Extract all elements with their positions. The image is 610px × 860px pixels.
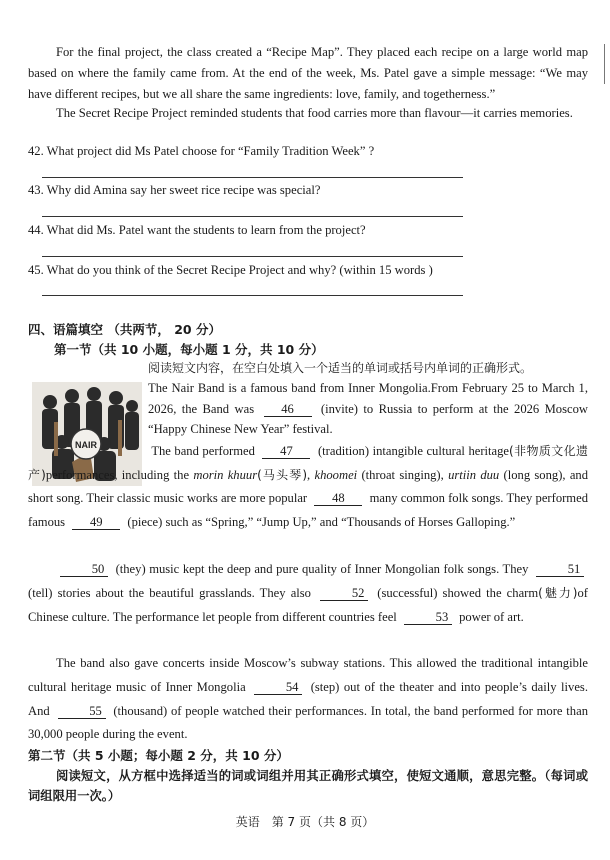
margin-rule bbox=[604, 44, 605, 84]
part2-instruction: 阅读短文，从方框中选择适当的词或词组并用其正确形式填空，使短文通顺，意思完整。（每词或词组限用一次。） bbox=[28, 769, 588, 803]
part1-instruction: 阅读短文内容，在空白处填入一个适当的单词或括号内单词的正确形式。 bbox=[148, 361, 533, 375]
answer-line-43[interactable] bbox=[42, 216, 463, 217]
cloze-paragraph-1: The Nair Band is a famous band from Inner Mongolia.From February 25 to March 1, 2026, the Band was 46 (invite) to Russia to perform at the 2026 Moscow “Happy Chinese New Year” festival. bbox=[148, 381, 588, 436]
answer-line-44[interactable] bbox=[42, 256, 463, 257]
blank-53[interactable]: 53 bbox=[404, 610, 452, 625]
blank-52[interactable]: 52 bbox=[320, 586, 368, 601]
page-footer: 英语 第 7 页（共 8 页） bbox=[235, 815, 375, 829]
blank-50[interactable]: 50 bbox=[60, 562, 108, 577]
question-44: 44. What did Ms. Patel want the students to learn from the project? bbox=[28, 223, 366, 237]
blank-49[interactable]: 49 bbox=[72, 515, 120, 530]
blank-55[interactable]: 55 bbox=[58, 704, 106, 719]
blank-54[interactable]: 54 bbox=[254, 680, 302, 695]
part2-title: 第二节（共 5 小题；每小题 2 分，共 10 分） bbox=[28, 748, 289, 763]
cloze-paragraph-4: The band also gave concerts inside Moscow’s subway stations. This allowed the traditional intangible cultural heritage music of Inner Mongolia 54 (step) out of the theater and into people’s daily lives. And 55 (thousand) of people watched their performances. In total, the band performed for more than 30,000 people during the event. bbox=[28, 656, 588, 742]
question-43: 43. Why did Amina say her sweet rice recipe was special? bbox=[28, 183, 321, 197]
section-title: 四、语篇填空 （共两节， 20 分） bbox=[28, 322, 221, 337]
cloze-paragraph-3: 50 (they) music kept the deep and pure quality of Inner Mongolian folk songs. They 51 (tell) stories about the beautiful grasslands. They also 52 (successful) showed the charm(魅力)of Chinese culture. The performance let people from different countries feel 53 power of art. bbox=[28, 562, 588, 624]
passage-instruction-block bbox=[148, 358, 588, 379]
blank-47[interactable]: 47 bbox=[262, 444, 310, 459]
answer-line-45[interactable] bbox=[42, 295, 463, 296]
question-42: 42. What project did Ms Patel choose for “Family Tradition Week” ? bbox=[28, 144, 375, 158]
question-45: 45. What do you think of the Secret Recipe Project and why? (within 15 words ) bbox=[28, 263, 433, 277]
photo-drum-label: NAIR bbox=[75, 440, 97, 450]
cloze-paragraph-2: The band performed 47 (tradition) intangible cultural heritage(非物质文化遗产)performances, including the morin khuur(马头琴), khoomei (throat singing), urtiin duu (long song), and short song. Their classic music works are more popular 48 many common folk songs. They performed famous 49 (piece) such as “Spring,” “Jump Up,” and “Thousands of Horses Galloping.” bbox=[28, 444, 589, 529]
blank-46[interactable]: 46 bbox=[264, 402, 312, 417]
blank-48[interactable]: 48 bbox=[314, 491, 362, 506]
passage-paragraph: For the final project, the class created a “Recipe Map”. They placed each recipe on a large world map based on where the family came from. At the end of the week, Ms. Patel gave a simple message: “We may have different recipes, but we all share the same ingredients: love, family, and togetherness.” bbox=[28, 45, 588, 101]
part1-title: 第一节（共 10 小题，每小题 1 分，共 10 分） bbox=[54, 342, 324, 357]
passage-paragraph: The Secret Recipe Project reminded students that food carries more than flavour—it carries memories. bbox=[56, 106, 573, 120]
answer-line-42[interactable] bbox=[42, 177, 463, 178]
blank-51[interactable]: 51 bbox=[536, 562, 584, 577]
